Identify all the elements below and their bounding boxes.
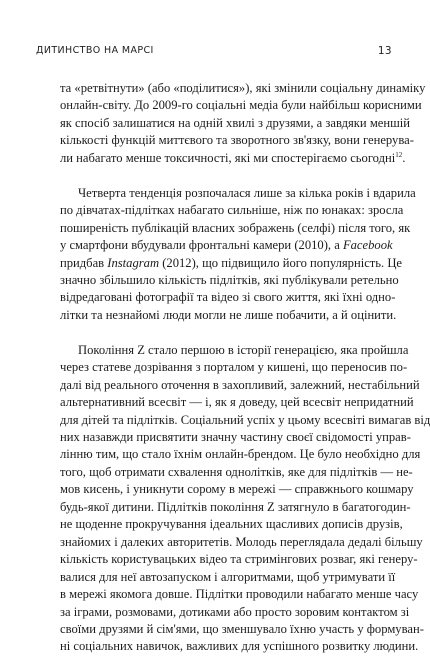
text-line: них назавжди присвятити значну частину своєї свідомості управ- bbox=[60, 430, 411, 445]
text-line: для дітей та підлітків. Соціальний успіх у цьому всесвіті вимагав від bbox=[60, 412, 430, 427]
text-line: через статеве дозрівання з порталом у кишені, що переносив по- bbox=[60, 360, 408, 375]
text-line: за іграми, розмовами, дотиками або просто зоровим контактом зі bbox=[60, 604, 410, 619]
text-line: того, щоб отримати схвалення однолітків, яке для підлітків — не- bbox=[60, 464, 413, 479]
text-line: лінню тим, що стало їхнім онлайн-брендом. Це було необхідно для bbox=[60, 447, 421, 462]
text-line: в мережі якомога довше. Підлітки проводили набагато менше часу bbox=[60, 587, 419, 602]
text-line: валися для неї автозапуском і алгоритмами, щоб утримувати її bbox=[60, 569, 396, 584]
text-segment: . bbox=[402, 150, 406, 165]
text-line: відредаговані фотографії та відео зі свого життя, які їхні одно- bbox=[60, 290, 396, 305]
text-line: ні соціальних навичок, важливих для успішного розвитку людини. bbox=[60, 639, 419, 654]
running-title: ДИТИНСТВО НА МАРСІ bbox=[36, 45, 154, 56]
text-line: Покоління Z стало першою в історії генерацією, яка пройшла bbox=[78, 342, 409, 357]
text-line: кількість користувацьких відео та стримінгових розваг, які генеру- bbox=[60, 552, 418, 567]
paragraph bbox=[60, 185, 416, 325]
text-line: Четверта тенденція розпочалася лише за кілька років і вдарила bbox=[78, 185, 416, 200]
text-line: альтернативний всесвіт — і, як я доведу, цей всесвіт непридатний bbox=[60, 395, 414, 410]
page-number: 13 bbox=[377, 45, 392, 57]
text-line: кількості функцій миттєвого та зворотного зв'язку, вони генерува- bbox=[60, 133, 414, 148]
text-line: своїми друзями й сім'ями, що зменшувало їхню участь у формуван- bbox=[60, 622, 424, 637]
text-line: по дівчатах-підлітках набагато сильніше, ніж по юнаках: зросла bbox=[60, 203, 404, 218]
text-line: літки та незнайомі люди могли не лише побачити, а й оцінити. bbox=[60, 307, 397, 322]
text-segment: ли набагато менше токсичності, які ми спостерігаємо сьогодні bbox=[60, 150, 396, 165]
text-line: не щоденне прокручування ідеальних щасливих дописів друзів, bbox=[60, 517, 403, 532]
text-line: як спосіб залишатися на одній хвилі з друзями, а завдяки меншій bbox=[60, 115, 411, 130]
page-header bbox=[36, 45, 392, 59]
text-line: та «ретвітнути» (або «поділитися»), які змінили соціальну динаміку bbox=[60, 81, 426, 95]
text-line: будь-якої дитини. Підлітків покоління Z затягнуло в багатогодин- bbox=[60, 499, 411, 514]
body-text bbox=[60, 80, 430, 656]
text-line: значно збільшило кількість підлітків, які публікували ретельно bbox=[60, 272, 399, 287]
text-line: поширеність публікацій власних зображень (селфі) після того, як bbox=[60, 220, 411, 235]
paragraph bbox=[60, 80, 426, 167]
text-line: у смартфони вбудували фронтальні камери (2010), а Facebook bbox=[60, 238, 393, 253]
paragraph bbox=[60, 342, 430, 656]
text-line: знайомих і далеких авторитетів. Молодь переглядала дедалі більшу bbox=[60, 534, 423, 549]
footnote-marker: 12 bbox=[395, 150, 403, 159]
text-line: онлайн-світу. До 2009-го соціальні медіа були найбільш корисними bbox=[60, 98, 422, 113]
text-line: мов кисень, і уникнути сорому в мережі — справжнього кошмару bbox=[60, 482, 414, 497]
text-line: придбав Instagram (2012), що підвищило його популярність. Це bbox=[60, 255, 403, 270]
text-line: далі від реального оточення в захопливий, залежний, нестабільний bbox=[60, 377, 420, 392]
text-line bbox=[60, 150, 406, 167]
